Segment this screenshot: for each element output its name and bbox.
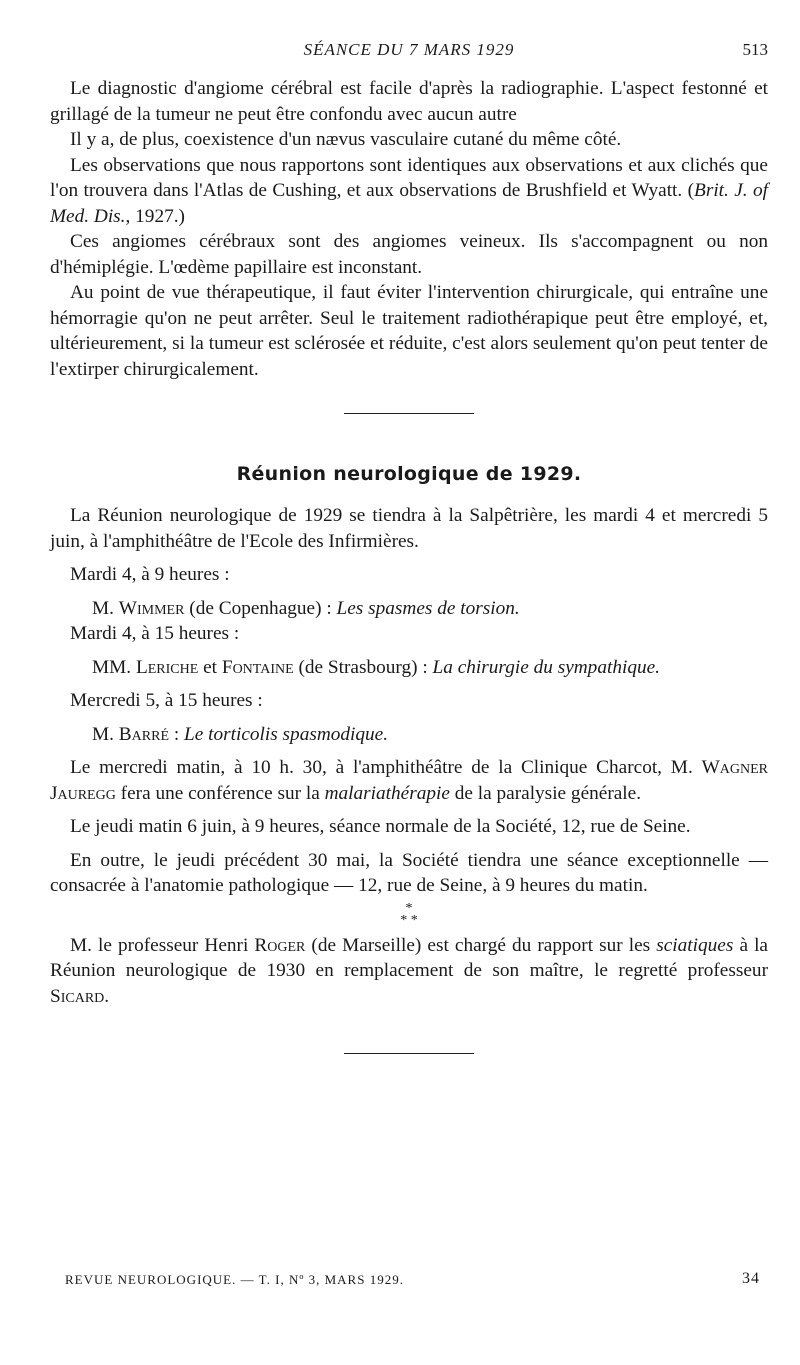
- paragraph-diagnostic: Le diagnostic d'angiome cérébral est facile d'après la radiographie. L'aspect festonné et grillagé de la tumeur ne peut être confondu avec aucun autre: [50, 78, 768, 125]
- text-run: :: [169, 723, 184, 745]
- speaker-name: Fontaine: [221, 656, 294, 678]
- paragraph-observations: [50, 153, 768, 230]
- citation-journal: Brit. J. of Med. Dis.: [50, 180, 768, 227]
- text-run: M. le professeur Henri: [70, 934, 255, 956]
- text-run: MM.: [92, 656, 136, 678]
- text-run: (de Copenhague) :: [184, 597, 337, 619]
- page-footer: [65, 1272, 760, 1288]
- text-run: .: [104, 985, 110, 1007]
- report-topic: sciatiques: [656, 934, 734, 956]
- signature-mark: 34: [742, 1270, 760, 1287]
- paragraph-naevus: Il y a, de plus, coexistence d'un nævus vasculaire cutané du même côté.: [70, 129, 622, 150]
- text-run: , 1927.): [125, 205, 185, 227]
- text-run: fera une conférence sur la: [115, 782, 325, 804]
- text-run: Le mercredi matin, à 10 h. 30, à l'amphithéâtre de la Clinique Charcot, M.: [70, 757, 702, 778]
- speaker-name: Wimmer: [118, 597, 185, 619]
- session-when: Mardi 4, à 15 heures :: [70, 623, 240, 644]
- session-speaker: [50, 596, 768, 622]
- text-run: (de Strasbourg) :: [293, 656, 433, 678]
- text-run: Les observations que nous rapportons sont identiques aux observations et aux clichés que l'on trouvera dans l'Atlas de Cushing, et aux observations de Brushfield et Wyatt. (: [50, 154, 768, 201]
- speaker-name: Wagner Jauregg: [50, 757, 768, 804]
- page-number: 513: [742, 40, 768, 59]
- talk-title: La chirurgie du sympathique.: [432, 656, 660, 678]
- text-run: M.: [92, 723, 119, 745]
- paragraph-angiomes: Ces angiomes cérébraux sont des angiomes veineux. Ils s'accompagnent ou non d'hémiplégie. L'œdème papillaire est inconstant.: [50, 231, 768, 278]
- paragraph-charcot: [50, 755, 768, 806]
- running-title: SÉANCE DU 7 MARS 1929: [303, 40, 515, 59]
- asterism-top: *: [405, 900, 413, 916]
- text-run: (de Marseille) est chargé du rapport sur les: [305, 934, 657, 956]
- talk-title: Les spasmes de torsion.: [336, 597, 520, 619]
- separator-rule: [344, 413, 474, 414]
- separator-rule: [344, 1053, 474, 1054]
- text-run: et: [198, 656, 222, 678]
- speaker-name: Barré: [118, 723, 169, 745]
- paragraph-outre: En outre, le jeudi précédent 30 mai, la Société tiendra une séance exceptionnelle — consacrée à l'anatomie pathologique — 12, rue de Seine, à 9 heures du matin.: [50, 849, 768, 896]
- person-name: Sicard: [50, 985, 105, 1007]
- talk-title: Le torticolis spasmodique.: [184, 723, 389, 745]
- talk-topic: malariathérapie: [324, 782, 450, 804]
- paragraph-therapeutique: Au point de vue thérapeutique, il faut éviter l'intervention chirurgicale, qui entraîne une hémorragie qu'on ne peut arrêter. Seul le traitement radiothérapique peut être employé, et, ultérieurement, si la tumeur est sclérosée et réduite, c'est alors seulement qu'on peut tenter de l'extirper chirurgicalement.: [50, 282, 768, 380]
- paragraph-roger: [50, 933, 768, 1010]
- session-when: Mercredi 5, à 15 heures :: [70, 690, 263, 711]
- paragraph-intro: La Réunion neurologique de 1929 se tiendra à la Salpêtrière, les mardi 4 et mercredi 5 juin, à l'amphithéâtre de l'Ecole des Infirmières.: [50, 505, 768, 552]
- running-head: [50, 40, 768, 76]
- journal-reference: REVUE NEUROLOGIQUE. — T. I, Nº 3, MARS 1929.: [65, 1272, 404, 1287]
- text-run: à la Réunion neurologique de 1930 en remplacement de son maître, le regretté professeur: [50, 934, 768, 981]
- session-speaker: [50, 655, 768, 681]
- session-when: Mardi 4, à 9 heures :: [70, 564, 230, 585]
- session-speaker: [50, 722, 768, 748]
- speaker-name: Leriche: [135, 656, 199, 678]
- page: [50, 40, 768, 1054]
- section-heading: Réunion neurologique de 1929.: [236, 463, 582, 485]
- text-run: M.: [92, 597, 119, 619]
- text-run: de la paralysie générale.: [449, 782, 642, 804]
- asterism-bottom: * *: [400, 912, 418, 928]
- paragraph-jeudi: Le jeudi matin 6 juin, à 9 heures, séance normale de la Société, 12, rue de Seine.: [70, 816, 691, 837]
- person-name: Roger: [254, 934, 306, 956]
- asterism: [50, 900, 768, 928]
